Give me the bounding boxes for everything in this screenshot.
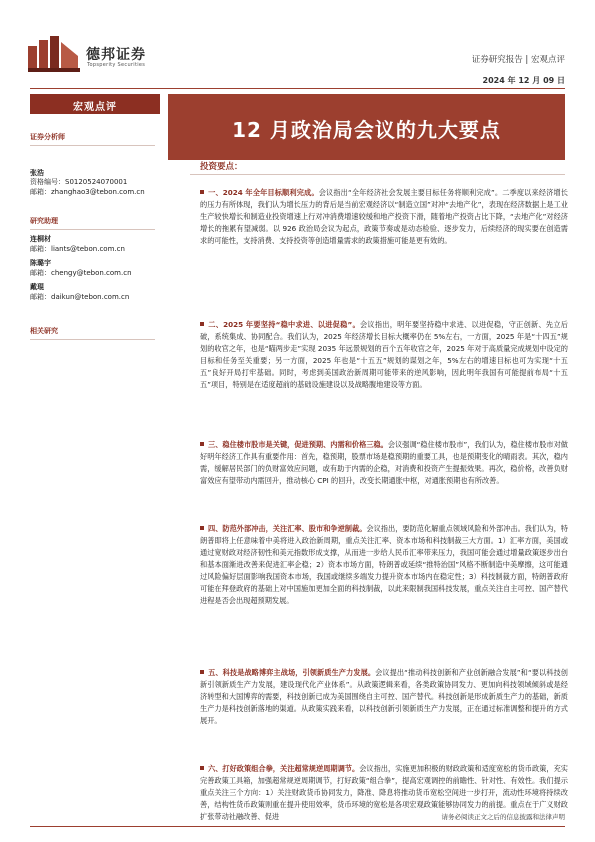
- key-points-label: 投资要点：: [200, 162, 243, 172]
- key-point-heading: 一、2024 年全年目标顺利完成。: [208, 188, 319, 197]
- key-points-header: [190, 160, 565, 174]
- key-point-heading: 四、防范外部冲击，关注汇率、股市和争逆制裁。: [208, 524, 367, 533]
- report-type: 证券研究报告 | 宏观点评: [471, 55, 565, 65]
- header-divider: [30, 88, 565, 89]
- square-bullet-icon: [200, 670, 204, 674]
- key-point-heading: 五、科技是战略博弈主战场，引领新质生产力发展。: [208, 668, 376, 677]
- key-point-body: 会议提出“推动科技创新和产业创新融合发展”和“要以科技创新引领新质生产力发展，建设现代化产业体系”。从政策逻辑来看，各类政策协同发力、更加向科技领域倾斜或是经济转型和大国博弈的需要，科技创新已成为美国围绕自主可控、国产替代。科技创新是形成新质生产力的基础，新质生产力是科技创新落地的渠道。从政策实践来看，以科技创新引领新质生产力发展，正在通过标准调整和提升的方式展开。: [200, 668, 568, 725]
- square-bullet-icon: [200, 526, 204, 530]
- key-point-body: 会议指出“全年经济社会发展主要目标任务将顺利完成”。二季度以来经济增长的压力有所体现，我们认为增长压力的背后是当前宏观经济以“制造立国”对冲“去地产化”，表现在经济数据上是工业生产较快增长和制造业投资增速上行对冲消费增速较缓和地产投资下滑，随着地产投资占比下降，“去地产化”对经济增长的拖累有望减弱。以 926 政治局会议为起点，政策节奏或是动态检验、逐步发力，后续经济的现实要在创造需求的可能性，支持消费、支持投资等创造增量需求的政策措施可能是更有效的。: [200, 188, 568, 245]
- key-point-heading: 六、打好政策组合拳，关注超常规逆周期调节。: [208, 764, 360, 773]
- page-title: 12 月政治局会议的九大要点: [232, 118, 501, 142]
- tebon-logo-icon: [28, 36, 80, 72]
- side-title: 宏观点评: [73, 102, 117, 113]
- key-point-body: 会议强调“稳住楼市股市”，我们认为，稳住楼市股市对做好明年经济工作具有重要作用：首先，稳预期，股票市场是稳预期的重要工具，也是预期变化的晴雨表。其次，稳内需，缓解居民部门的负财富效应问题，或有助于内需的企稳，对消费和投资产生提振效果。再次，稳价格，改善负财富效应有望带动内需回升，推动核心 CPI 的回升，改变长期通胀中枢，对通胀预期也有所改善。: [200, 440, 568, 485]
- analyst-heading: 证券分析师: [30, 132, 155, 146]
- key-point: [200, 319, 568, 391]
- square-bullet-icon: [200, 190, 204, 194]
- analyst-name: 张浩: [30, 169, 44, 177]
- key-point: [200, 523, 568, 607]
- disclaimer-note: 请务必阅读正文之后的信息披露和法律声明: [441, 813, 565, 821]
- side-title-banner: [30, 94, 160, 114]
- key-point: [200, 667, 568, 727]
- square-bullet-icon: [200, 766, 204, 770]
- key-point-body: 会议指出，要防范化解重点领域风险和外部冲击。我们认为，特朗普即将上任意味着中美将进入政治新周期，重点关注汇率、资本市场和科技制裁三大方面。1）汇率方面，美国或通过宽财政对经济韧性和美元指数形成支撑，从而进一步给人民币汇率带来压力，我国可能会通过增量政策逐步出台和基本面渐进改善来促进汇率企稳；2）资本市场方面，特朗普或延续“推特治国”风格不断制造中美摩擦，这可能通过风险偏好层面影响我国资本市场，我国或继续多端发力提升资本市场内在稳定性；3）科技制裁方面，特朗普政府可能在拜登政府的基础上对中国施加更加全面的科技制裁，以此来限制我国科技发展，重点关注自主可控、国产替代进程是否会出现超预期发展。: [200, 524, 568, 605]
- key-point-heading: 三、稳住楼市股市是关键，促进预期、内需和价格三稳。: [208, 440, 388, 449]
- assistant-name: 陈璐宇: [30, 259, 51, 267]
- report-date: 2024 年 12 月 09 日: [482, 76, 565, 85]
- assistant-email[interactable]: 邮箱：liants@tebon.com.cn: [30, 245, 125, 253]
- key-point: [200, 187, 568, 247]
- key-point-body: 会议指出，实施更加积极的财政政策和适度宽松的货币政策，充实完善政策工具箱，加强超常规逆周期调节，打好政策“组合拳”，提高宏观调控的前瞻性、针对性、有效性。我们提示重点关注三个方向：1）关注财政货币协同发力，降准、降息将推动货币宽松空间进一步打开，流动性环境将持续改善，结构性货币政策则重在提升使用效率，货币环境的宽松是各项宏观政策能够协同发力的前提。重点在于广义财政扩张带动社融改善、促进: [200, 764, 568, 821]
- logo-subtext: Topsperity Securities: [87, 62, 146, 68]
- footer-divider: [30, 826, 565, 827]
- assistant-heading: 研究助理: [30, 216, 155, 230]
- main-title-banner: [168, 94, 565, 160]
- report-header: [0, 0, 595, 100]
- related-research-heading: 相关研究: [30, 326, 155, 340]
- analyst-email[interactable]: 邮箱：zhanghao3@tebon.com.cn: [30, 188, 145, 196]
- assistant-name: 戴琨: [30, 283, 44, 291]
- square-bullet-icon: [200, 322, 204, 326]
- assistant-email[interactable]: 邮箱：daikun@tebon.com.cn: [30, 293, 130, 301]
- square-bullet-icon: [200, 442, 204, 446]
- logo-text: 德邦证券: [86, 47, 146, 63]
- assistant-email[interactable]: 邮箱：chengy@tebon.com.cn: [30, 269, 132, 277]
- analyst-cert: 资格编号：S0120524070001: [30, 178, 128, 186]
- key-points-divider: [190, 174, 565, 175]
- key-point: [200, 439, 568, 487]
- key-point-body: 会议指出，明年要坚持稳中求进、以进促稳，守正创新、先立后破，系统集成、协同配合。我们认为，2025 年经济增长目标大概率仍在 5%左右，一方面，2025 年是“十四五”规划的收官之年，也是“瞄两步走”实现 2035 年远景规划的百个五年收官之年，2025 年对于高质量完成规划中设定的目标和任务至关重要；另一方面，2025 年也是“十五五”规划的谋划之年，5%左右的增速目标也可为实现“十五五”良好开局打牢基础。同时，考虑到美国政治新周期可能带来的逆风影响，因此明年我国有可能提前布局“十五五”项目，特别是在适度超前的基础设施建设以及战略腹地建设等方面。: [200, 320, 568, 389]
- key-point-heading: 二、2025 年要坚持“稳中求进、以进促稳”。: [208, 320, 360, 329]
- assistant-name: 连桐材: [30, 235, 51, 243]
